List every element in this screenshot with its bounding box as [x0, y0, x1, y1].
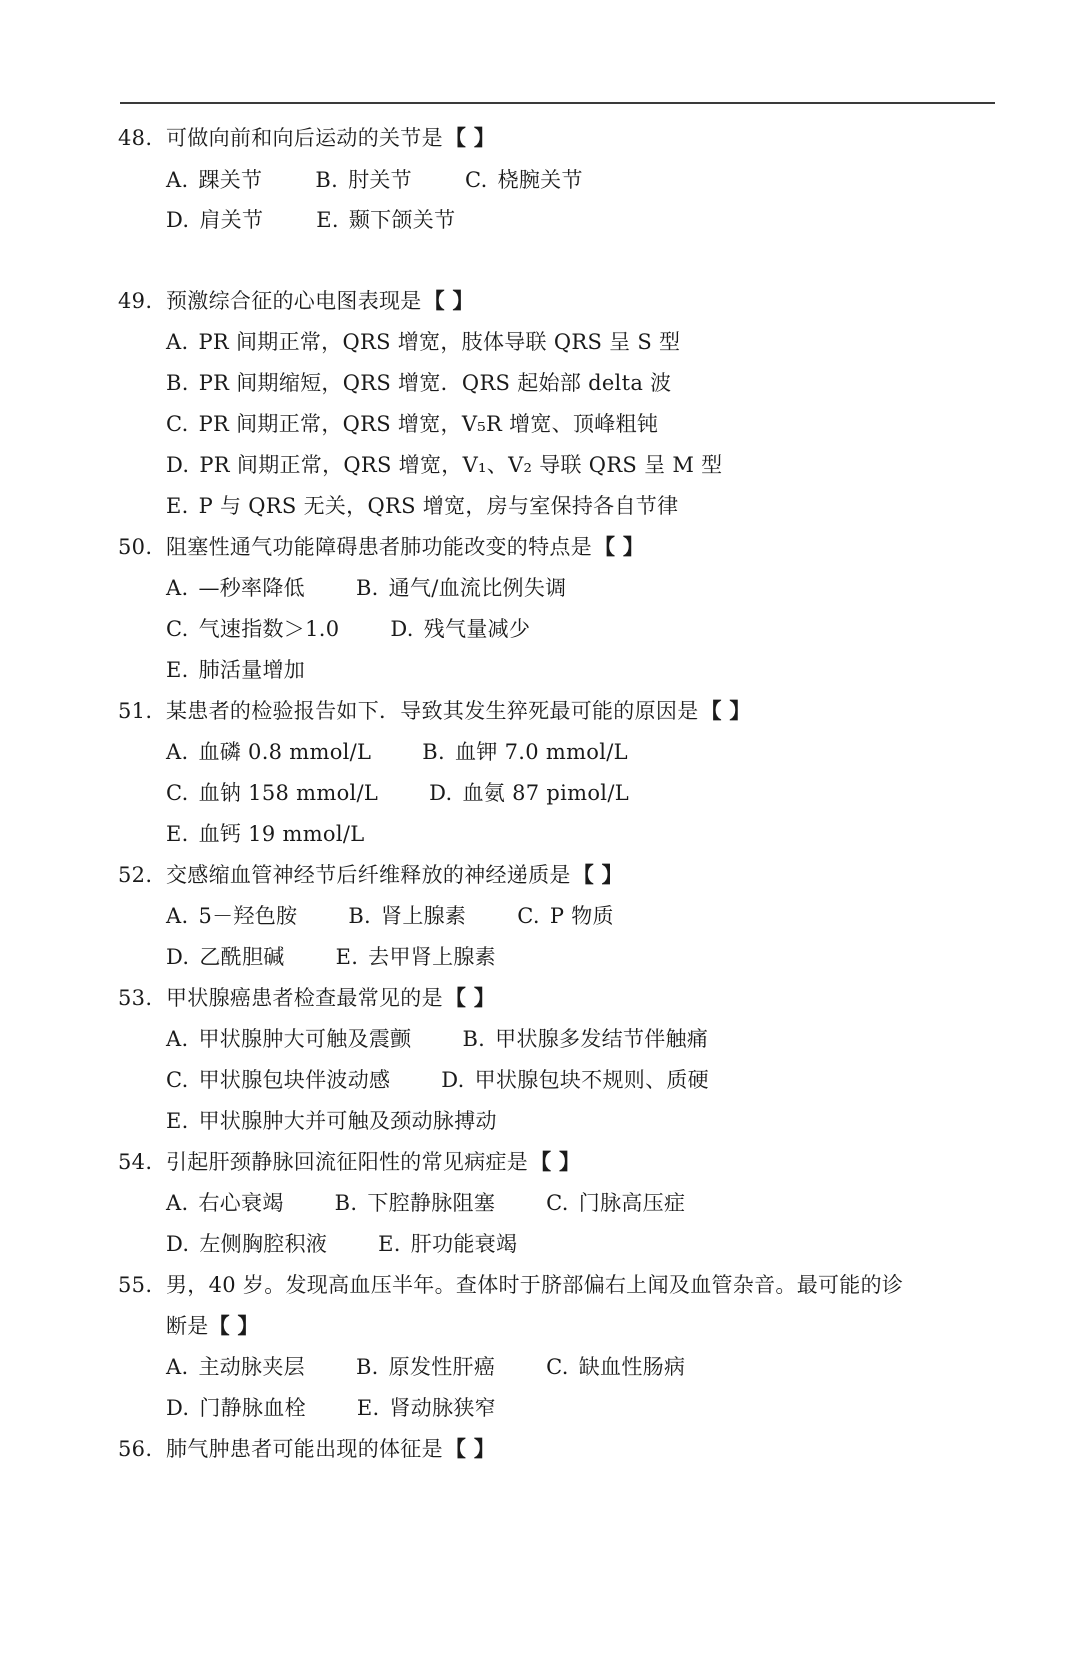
- option-line: [166, 943, 540, 971]
- option-letter: C.: [546, 1355, 569, 1379]
- option-text: 桡腕关节: [497, 168, 583, 192]
- question-53: [118, 984, 495, 1012]
- option-b: [335, 1189, 496, 1217]
- option-line: [166, 328, 724, 356]
- option-letter: C.: [166, 617, 189, 641]
- option-line: [166, 779, 673, 807]
- answer-bracket: 【 】: [444, 1436, 496, 1461]
- option-text: 主动脉夹层: [198, 1355, 305, 1379]
- question-number: 51.: [118, 699, 153, 723]
- option-text: 原发性肝癌: [388, 1355, 496, 1379]
- question-stem: 肺气肿患者可能出现的体征是: [166, 1437, 443, 1461]
- answer-bracket: 【 】: [530, 1149, 581, 1174]
- option-letter: E.: [335, 945, 359, 969]
- option-c: [166, 779, 378, 807]
- option-d: [166, 943, 285, 971]
- option-e: [166, 820, 365, 848]
- option-letter: A.: [166, 1355, 189, 1379]
- option-text: 肩关节: [199, 208, 264, 232]
- answer-bracket: 【 】: [444, 985, 496, 1010]
- answer-bracket: 【 】: [208, 1313, 259, 1338]
- option-e: [166, 656, 305, 684]
- option-letter: C.: [166, 1068, 189, 1092]
- option-text: 甲状腺多发结节伴触痛: [495, 1027, 709, 1051]
- option-text: PR 间期正常，QRS 增宽，肢体导联 QRS 呈 S 型: [198, 330, 681, 354]
- option-text: 下腔静脉阻塞: [367, 1191, 496, 1215]
- question-number: 53.: [118, 986, 153, 1010]
- option-line: [166, 1394, 540, 1422]
- option-e: [357, 1394, 496, 1422]
- option-text: —秒率降低: [198, 576, 305, 600]
- option-text: 甲状腺包块不规则、质硬: [474, 1068, 709, 1092]
- option-letter: D.: [166, 453, 190, 477]
- option-text: 左侧胸腔积液: [199, 1232, 328, 1256]
- option-text: 血氨 87 pimol/L: [462, 781, 629, 805]
- question-55: [118, 1271, 903, 1299]
- option-text: 血钙 19 mmol/L: [198, 822, 365, 846]
- option-letter: B.: [334, 1191, 358, 1215]
- option-letter: B.: [422, 740, 446, 764]
- option-line: [166, 410, 702, 438]
- option-text: 残气量减少: [423, 617, 531, 641]
- question-stem: 可做向前和向后运动的关节是: [166, 126, 443, 150]
- option-a: [166, 1353, 305, 1381]
- option-text: PR 间期正常，QRS 增宽，V₅R 增宽、顶峰粗钝: [198, 412, 659, 436]
- option-letter: D.: [166, 208, 190, 232]
- option-text: 甲状腺肿大并可触及颈动脉搏动: [198, 1109, 497, 1133]
- option-line: [166, 1353, 729, 1381]
- option-a: [166, 902, 297, 930]
- option-c: [465, 166, 583, 194]
- option-letter: B.: [355, 576, 379, 600]
- option-e: [166, 1107, 497, 1135]
- option-line: [166, 1107, 541, 1135]
- question-56: [118, 1435, 495, 1463]
- option-letter: D.: [390, 617, 414, 641]
- option-letter: C.: [166, 781, 189, 805]
- option-c: [166, 410, 658, 438]
- option-line: [166, 574, 610, 602]
- option-letter: B.: [348, 904, 372, 928]
- option-text: 门脉高压症: [578, 1191, 686, 1215]
- question-stem: 男，40 岁。发现高血压半年。查体时于脐部偏右上闻及血管杂音。最可能的诊: [166, 1273, 904, 1297]
- option-letter: E.: [166, 658, 189, 682]
- option-letter: D.: [429, 781, 453, 805]
- option-d: [390, 615, 530, 643]
- question-50: [118, 533, 644, 561]
- option-letter: C.: [546, 1191, 569, 1215]
- option-letter: A.: [166, 576, 189, 600]
- option-text: 肺活量增加: [198, 658, 306, 682]
- question-stem: 某患者的检验报告如下．导致其发生猝死最可能的原因是: [166, 699, 699, 723]
- option-line: [166, 820, 409, 848]
- answer-bracket: 【 】: [572, 862, 623, 887]
- option-text: 甲状腺包块伴波动感: [198, 1068, 391, 1092]
- option-text: 血钠 158 mmol/L: [198, 781, 379, 805]
- option-letter: B.: [315, 168, 339, 192]
- option-text: 通气/血流比例失调: [388, 576, 567, 600]
- option-letter: A.: [166, 330, 189, 354]
- option-line: [166, 451, 766, 479]
- option-letter: C.: [166, 412, 189, 436]
- question-52: [118, 861, 623, 889]
- option-letter: E.: [356, 1396, 380, 1420]
- question-54: [118, 1148, 580, 1176]
- option-b: [356, 574, 567, 602]
- option-letter: B.: [355, 1355, 379, 1379]
- option-d: [166, 451, 722, 479]
- option-c: [517, 902, 614, 930]
- question-49: [118, 287, 474, 315]
- option-b: [462, 1025, 708, 1053]
- option-text: PR 间期正常，QRS 增宽，V₁、V₂ 导联 QRS 呈 M 型: [199, 453, 723, 477]
- option-text: 颞下颌关节: [348, 208, 456, 232]
- option-a: [166, 1189, 284, 1217]
- option-text: 踝关节: [198, 168, 263, 192]
- option-d: [429, 779, 629, 807]
- option-letter: E.: [378, 1232, 401, 1256]
- option-text: 缺血性肠病: [578, 1355, 686, 1379]
- option-letter: A.: [166, 904, 189, 928]
- option-a: [166, 738, 371, 766]
- option-c: [546, 1189, 685, 1217]
- option-line: [166, 492, 722, 520]
- option-letter: B.: [166, 371, 189, 395]
- option-line: [166, 1025, 752, 1053]
- option-line: [166, 1230, 561, 1258]
- option-b: [348, 902, 466, 930]
- option-e: [378, 1230, 517, 1258]
- option-text: P 物质: [549, 904, 614, 928]
- option-line: [166, 1189, 729, 1217]
- option-letter: E.: [166, 494, 189, 518]
- option-letter: D.: [441, 1068, 465, 1092]
- header-rule: [120, 102, 995, 104]
- option-text: PR 间期缩短，QRS 增宽．QRS 起始部 delta 波: [198, 371, 672, 395]
- option-line: [166, 166, 627, 194]
- option-text: 肘关节: [348, 168, 412, 192]
- option-letter: D.: [166, 1396, 190, 1420]
- option-letter: C.: [517, 904, 540, 928]
- option-text: 门静脉血栓: [199, 1396, 306, 1420]
- option-line: [166, 369, 715, 397]
- option-e: [166, 492, 678, 520]
- option-text: 乙酰胆碱: [199, 945, 285, 969]
- option-d: [166, 1394, 306, 1422]
- option-e: [336, 943, 496, 971]
- answer-bracket: 【 】: [423, 288, 474, 313]
- option-a: [166, 1025, 411, 1053]
- option-text: 血钾 7.0 mmol/L: [455, 740, 628, 764]
- question-stem: 阻塞性通气功能障碍患者肺功能改变的特点是: [166, 535, 592, 559]
- option-a: [166, 328, 680, 356]
- question-number: 54.: [118, 1150, 153, 1174]
- option-letter: C.: [464, 168, 488, 192]
- question-stem: 甲状腺癌患者检查最常见的是: [166, 986, 443, 1010]
- answer-bracket: 【 】: [594, 534, 645, 559]
- answer-bracket: 【 】: [444, 125, 496, 150]
- option-letter: E.: [316, 208, 339, 232]
- option-text: 5－羟色胺: [198, 904, 298, 928]
- question-stem: 引起肝颈静脉回流征阳性的常见病症是: [166, 1150, 529, 1174]
- question-stem-continuation: 断是: [166, 1314, 209, 1338]
- option-c: [546, 1353, 685, 1381]
- question-48: [118, 124, 495, 152]
- question-number: 49.: [118, 289, 153, 313]
- option-c: [166, 615, 339, 643]
- option-letter: B.: [462, 1027, 486, 1051]
- option-line: [166, 615, 574, 643]
- option-b: [422, 738, 628, 766]
- option-letter: E.: [166, 822, 189, 846]
- option-text: 血磷 0.8 mmol/L: [198, 740, 372, 764]
- option-c: [166, 1066, 390, 1094]
- option-letter: D.: [166, 945, 190, 969]
- option-line: [166, 206, 499, 234]
- option-line: [166, 738, 672, 766]
- option-text: 甲状腺肿大可触及震颤: [198, 1027, 412, 1051]
- option-text: P 与 QRS 无关，QRS 增宽，房与室保持各自节律: [198, 494, 679, 518]
- answer-bracket: 【 】: [700, 698, 751, 723]
- option-line: [166, 656, 349, 684]
- option-letter: E.: [166, 1109, 189, 1133]
- option-letter: A.: [166, 1191, 189, 1215]
- question-number: 50.: [118, 535, 153, 559]
- option-e: [316, 206, 455, 234]
- option-line: [166, 902, 658, 930]
- option-text: 去甲肾上腺素: [368, 945, 496, 969]
- question-number: 48.: [118, 126, 153, 150]
- option-text: 肾动脉狭窄: [389, 1396, 496, 1420]
- option-a: [166, 166, 262, 194]
- question-number: 55.: [118, 1273, 153, 1297]
- option-letter: D.: [166, 1232, 190, 1256]
- option-text: 肾上腺素: [381, 904, 467, 928]
- option-line: [166, 1066, 753, 1094]
- option-b: [315, 166, 412, 194]
- question-stem: 预激综合征的心电图表现是: [166, 289, 422, 313]
- option-letter: A.: [166, 168, 189, 192]
- option-text: 肝功能衰竭: [410, 1232, 518, 1256]
- option-b: [356, 1353, 495, 1381]
- question-55-continuation: [166, 1312, 259, 1340]
- option-letter: A.: [166, 740, 189, 764]
- option-a: [166, 574, 305, 602]
- question-51: [118, 697, 751, 725]
- option-text: 右心衰竭: [198, 1191, 284, 1215]
- question-number: 52.: [118, 863, 153, 887]
- option-d: [166, 1230, 327, 1258]
- option-text: 气速指数＞1.0: [198, 617, 340, 641]
- option-b: [166, 369, 671, 397]
- question-stem: 交感缩血管神经节后纤维释放的神经递质是: [166, 863, 571, 887]
- option-letter: A.: [166, 1027, 189, 1051]
- option-d: [166, 206, 263, 234]
- option-d: [441, 1066, 709, 1094]
- question-number: 56.: [118, 1437, 153, 1461]
